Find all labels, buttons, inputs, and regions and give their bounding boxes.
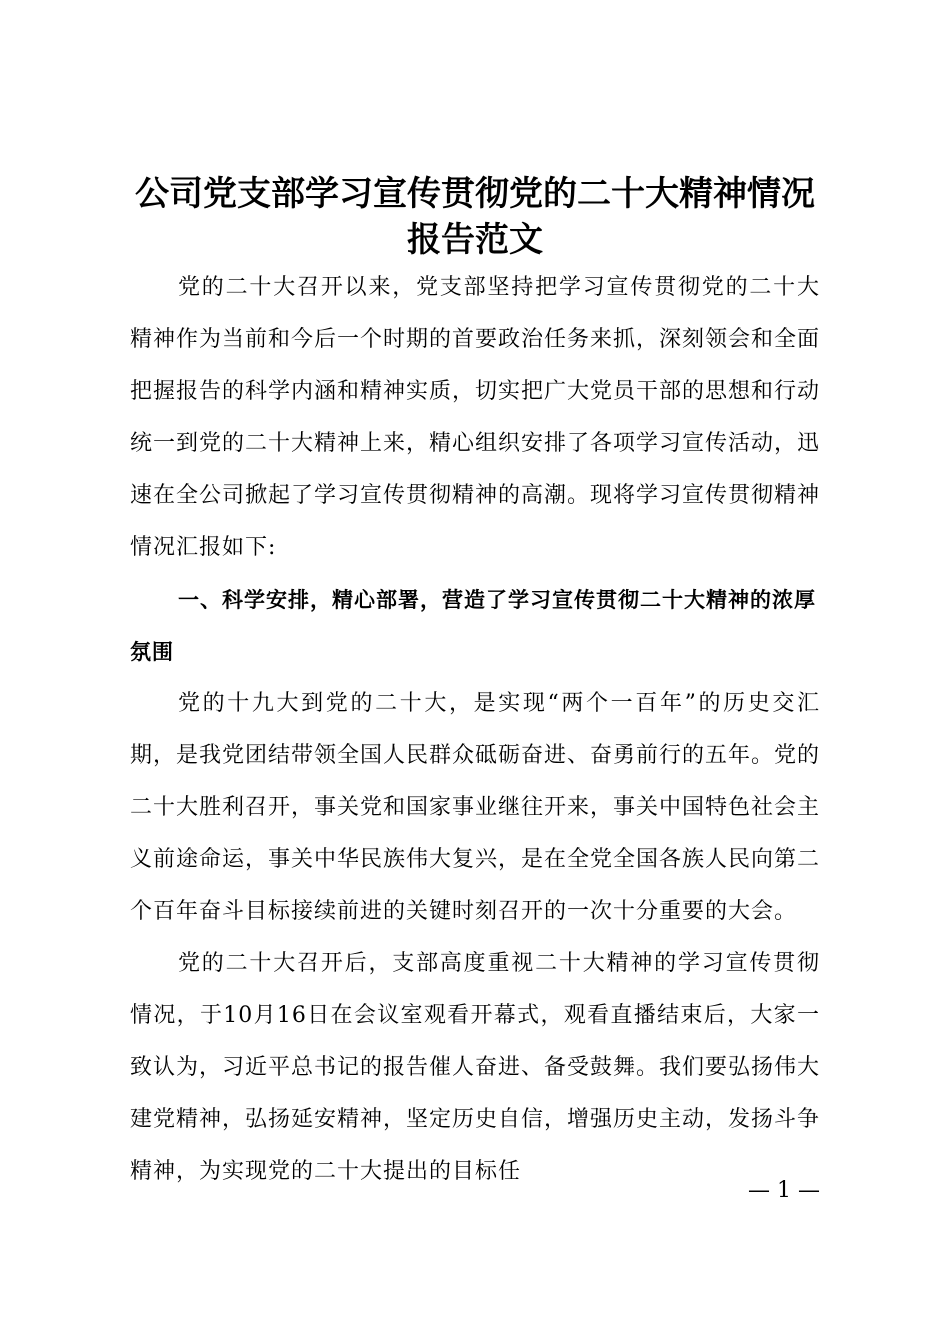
page-number: — 1 — [748,1178,820,1203]
section-1-heading: 一、科学安排，精心部署，营造了学习宣传贯彻二十大精神的浓厚氛围 [130,588,816,664]
section-1-paragraph-1: 党的十九大到党的二十大，是实现“两个一百年”的历史交汇期，是我党团结带领全国人民群众砥砺奋进、奋勇前行的五年。党的二十大胜利召开，事关党和国家事业继往开来，事关中国特色社会主义前途命运，事关中华民族伟大复兴，是在全党全国各族人民向第二个百年奋斗目标接续前进的关键时刻召开的一次十分重要的大会。 [130,691,821,924]
intro-paragraph: 党的二十大召开以来，党支部坚持把学习宣传贯彻党的二十大精神作为当前和今后一个时期的首要政治任务来抓，深刻领会和全面把握报告的科学内涵和精神实质，切实把广大党员干部的思想和行动统一到党的二十大精神上来，精心组织安排了各项学习宣传活动，迅速在全公司掀起了学习宣传贯彻精神的高潮。现将学习宣传贯彻精神情况汇报如下: [130,275,821,560]
section-1-paragraph-2: 党的二十大召开后，支部高度重视二十大精神的学习宣传贯彻情况，于10月16日在会议室观看开幕式，观看直播结束后，大家一致认为，习近平总书记的报告催人奋进、备受鼓舞。我们要弘扬伟大建党精神，弘扬延安精神，坚定历史自信，增强历史主动，发扬斗争精神，为实现党的二十大提出的目标任 [130,951,821,1184]
document-body [130,262,820,1198]
document-title-line-1: 公司党支部学习宣传贯彻党的二十大精神情况 [135,174,815,214]
document-title-line-2: 报告范文 [407,220,543,260]
